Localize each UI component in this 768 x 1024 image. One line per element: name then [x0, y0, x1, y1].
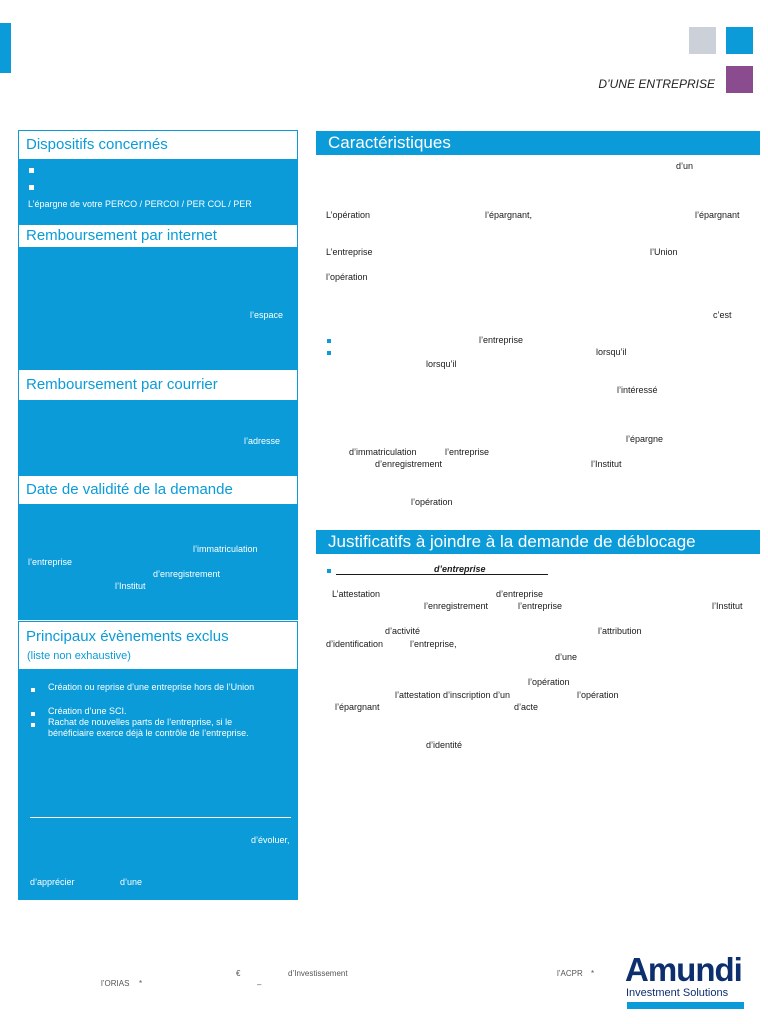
caracteristiques-header — [316, 131, 760, 155]
carac-f-operation3: l’opération — [411, 497, 453, 507]
validite-f1: l’immatriculation — [193, 544, 258, 554]
carac-f-cest: c’est — [713, 310, 732, 320]
header-grey-square — [689, 27, 716, 54]
justif-f-dacte: d’acte — [514, 702, 539, 712]
justif-f-attestation2: l’attestation d’inscription d’un — [395, 690, 511, 700]
footer-orias: l’ORIAS — [101, 979, 130, 988]
exclus-divider — [30, 817, 291, 818]
justif-f-institut: l’Institut — [712, 601, 743, 611]
carac-f-institut: l’Institut — [591, 459, 622, 469]
footer-star2: * — [591, 969, 595, 978]
carac-f-operation2: l’opération — [326, 272, 368, 282]
exclus-item3a: Rachat de nouvelles parts de l’entreprise, si le — [48, 717, 233, 727]
justif-f-identification: d’identification — [326, 639, 384, 649]
justif-f-dune: d’une — [555, 652, 578, 662]
exclus-f1: d’évoluer, — [251, 835, 290, 845]
exclus-panel — [18, 669, 298, 900]
carac-f-operation: L’opération — [326, 210, 371, 220]
justificatifs-header — [316, 530, 760, 554]
courrier-fragment: l’adresse — [244, 436, 281, 446]
bullet-icon — [31, 723, 35, 727]
bullet-icon — [29, 185, 34, 190]
dispositifs-line: L’épargne de votre PERCO / PERCOI / PER COL / PER — [28, 199, 252, 209]
bullet-icon — [31, 712, 35, 716]
carac-f-dun: d’un — [676, 161, 694, 171]
validite-panel — [18, 504, 298, 620]
courrier-panel — [18, 400, 298, 475]
bullet-icon — [327, 569, 331, 573]
amundi-logo-subtitle: Investment Solutions — [626, 987, 729, 999]
validite-header — [18, 475, 298, 505]
courrier-header — [18, 369, 298, 401]
bullet-icon — [31, 688, 35, 692]
validite-f4: l’Institut — [115, 581, 146, 591]
justificatifs-title: Justificatifs à joindre à la demande de déblocage — [328, 532, 696, 551]
carac-f-immat: d’immatriculation — [349, 447, 417, 457]
exclus-item2: Création d’une SCI. — [48, 706, 127, 716]
exclus-f3: d’une — [120, 877, 143, 887]
carac-f-interesse: l’intéressé — [617, 385, 658, 395]
justif-f-epargnant: l’épargnant — [335, 702, 380, 712]
carac-f-lentreprise2: l’entreprise — [445, 447, 490, 457]
dispositifs-title: Dispositifs concernés — [26, 136, 168, 153]
justif-f-attestation: L’attestation — [332, 589, 381, 599]
header-accent-bar — [0, 23, 11, 73]
header-blue-square — [726, 27, 753, 54]
exclus-item1: Création ou reprise d’une entreprise hors de l’Union — [48, 682, 255, 692]
justif-sub: d’entreprise — [434, 564, 486, 574]
internet-title: Remboursement par internet — [26, 227, 217, 244]
bullet-icon — [327, 351, 331, 355]
exclus-header — [18, 621, 298, 670]
justif-f-enregistrement: l’enregistrement — [424, 601, 489, 611]
justif-f-activite: d’activité — [385, 626, 421, 636]
justif-f-lentreprise: l’entreprise — [518, 601, 563, 611]
justif-f-loperation: l’opération — [528, 677, 570, 687]
courrier-title: Remboursement par courrier — [26, 376, 218, 393]
amundi-logo-bar — [627, 1002, 744, 1009]
footer-acpr: l’ACPR — [557, 969, 583, 978]
validite-title: Date de validité de la demande — [26, 481, 233, 498]
carac-f-lorsquil1: lorsqu’il — [596, 347, 627, 357]
footer-star1: * — [139, 979, 143, 988]
exclus-f2: d’apprécier — [30, 877, 75, 887]
carac-f-union: l’Union — [650, 247, 678, 257]
carac-f-lorsquil2: lorsqu’il — [426, 359, 457, 369]
dispositifs-header — [18, 130, 298, 160]
justif-f-loperation2: l’opération — [577, 690, 619, 700]
footer-invest: d’Investissement — [288, 969, 348, 978]
carac-f-entreprise: L’entreprise — [326, 247, 373, 257]
exclus-title: Principaux évènements exclus — [26, 628, 229, 645]
caracteristiques-title: Caractéristiques — [328, 133, 451, 152]
footer-euro: € — [236, 969, 241, 978]
justif-f-attribution: l’attribution — [598, 626, 642, 636]
exclus-subtitle: (liste non exhaustive) — [27, 650, 131, 662]
carac-f-enreg: d’enregistrement — [375, 459, 443, 469]
justif-f-identite: d’identité — [426, 740, 463, 750]
carac-f-epargnant1: l’épargnant, — [485, 210, 533, 220]
internet-fragment: l’espace — [250, 310, 284, 320]
justif-f-lentreprise2: l’entreprise, — [410, 639, 457, 649]
internet-header — [18, 224, 298, 248]
carac-f-epargnant2: l’épargnant — [695, 210, 740, 220]
header-title: D’UNE ENTREPRISE — [598, 77, 715, 91]
header-purple-square — [726, 66, 753, 93]
internet-panel — [18, 247, 298, 369]
carac-f-epargne: l’épargne — [626, 434, 664, 444]
justif-f-dentreprise: d’entreprise — [496, 589, 544, 599]
validite-f2: l’entreprise — [28, 557, 73, 567]
carac-f-lentreprise: l’entreprise — [479, 335, 524, 345]
bullet-icon — [29, 168, 34, 173]
validite-f3: d’enregistrement — [153, 569, 221, 579]
bullet-icon — [327, 339, 331, 343]
amundi-logo-word: Amundi — [625, 951, 742, 988]
exclus-item3b: bénéficiaire exerce déjà le contrôle de l’entreprise. — [48, 728, 249, 738]
footer-dash: – — [257, 980, 262, 989]
dispositifs-panel — [18, 159, 298, 224]
